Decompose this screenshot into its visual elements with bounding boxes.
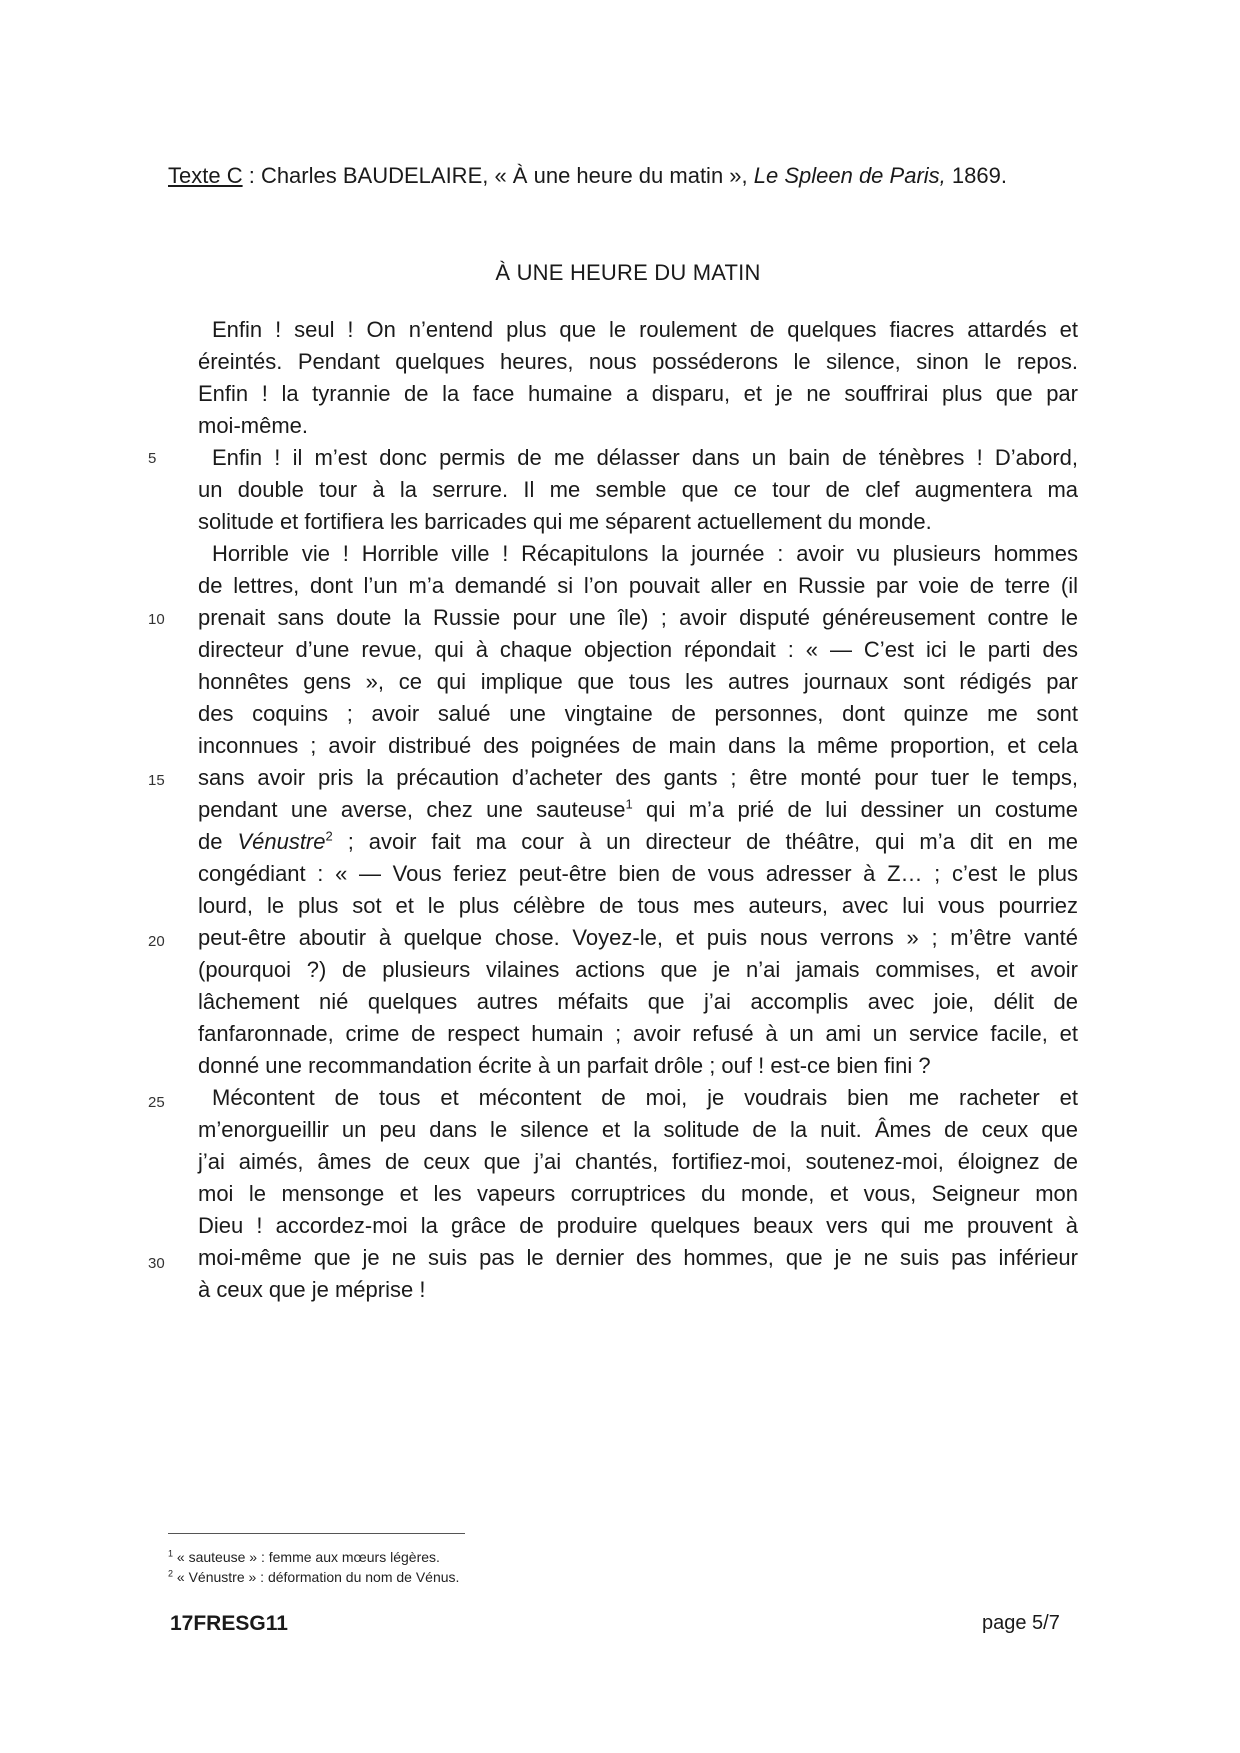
text-line: à ceux que je méprise ! (198, 1277, 426, 1302)
text-line: m’enorgueillir un peu dans le silence et la solitude de la nuit. Âmes de ceux que (198, 1117, 1078, 1142)
footnote-divider (168, 1533, 465, 1534)
text-line: éreintés. Pendant quelques heures, nous posséderons le silence, sinon le repos. (198, 349, 1078, 374)
footnote-text: « Vénustre » : déformation du nom de Vénus. (173, 1569, 460, 1585)
text-line: des coquins ; avoir salué une vingtaine de personnes, dont quinze me sont (198, 701, 1078, 726)
line-number: 25 (148, 1094, 165, 1111)
line-number: 15 (148, 772, 165, 789)
text-line: Mécontent de tous et mécontent de moi, je voudrais bien me racheter et (212, 1085, 1078, 1110)
text-line: (pourquoi ?) de plusieurs vilaines actions que je n’ai jamais commises, et avoir (198, 957, 1078, 982)
text-header (168, 163, 1088, 189)
text-line (198, 794, 1078, 826)
footnote-number: 1 (168, 1548, 174, 1559)
text-line: Enfin ! il m’est donc permis de me délasser dans un bain de ténèbres ! D’abord, (212, 445, 1078, 470)
text-line: Enfin ! la tyrannie de la face humaine a disparu, et je ne souffrirai plus que par (198, 381, 1078, 406)
text-line: un double tour à la serrure. Il me semble que ce tour de clef augmentera ma (198, 477, 1078, 502)
header-year: 1869. (945, 163, 1007, 188)
footnote (168, 1569, 459, 1585)
line-segment: de (198, 829, 238, 854)
text-line: moi-même. (198, 413, 309, 438)
footnote-ref-1: 1 (625, 796, 633, 812)
text-line: Dieu ! accordez-moi la grâce de produire quelques beaux vers qui me prouvent à (198, 1213, 1078, 1238)
text-line: lourd, le plus sot et le plus célèbre de tous mes auteurs, avec lui vous pourriez (198, 893, 1078, 918)
text-line: solitude et fortifiera les barricades qui me séparent actuellement du monde. (198, 509, 932, 534)
exam-code: 17FRESG11 (170, 1612, 288, 1635)
text-line: Horrible vie ! Horrible ville ! Récapitulons la journée : avoir vu plusieurs hommes (212, 541, 1078, 566)
venustre-word: Vénustre (237, 829, 326, 854)
poem-title: À UNE HEURE DU MATIN (495, 260, 761, 285)
footnote-number: 2 (168, 1568, 174, 1579)
text-line: donné une recommandation écrite à un parfait drôle ; ouf ! est-ce bien fini ? (198, 1053, 931, 1078)
text-line: moi-même que je ne suis pas le dernier des hommes, que je ne suis pas inférieur (198, 1245, 1078, 1270)
footnote-text: « sauteuse » : femme aux mœurs légères. (173, 1549, 440, 1565)
footnote (168, 1549, 440, 1565)
header-book-title: Le Spleen de Paris, (753, 163, 946, 188)
text-line: moi le mensonge et les vapeurs corruptrices du monde, et vous, Seigneur mon (198, 1181, 1078, 1206)
line-number: 30 (148, 1255, 165, 1272)
header-separator: : (242, 163, 261, 188)
footnote-ref-2: 2 (325, 828, 333, 844)
text-line: prenait sans doute la Russie pour une île) ; avoir disputé généreusement contre le (198, 605, 1078, 630)
text-line: de lettres, dont l’un m’a demandé si l’on pouvait aller en Russie par voie de terre (il (198, 573, 1078, 598)
text-line: peut-être aboutir à quelque chose. Voyez-le, et puis nous verrons » ; m’être vanté (198, 925, 1078, 950)
text-line: directeur d’une revue, qui à chaque objection répondait : « — C’est ici le parti des (198, 637, 1078, 662)
line-number: 20 (148, 933, 165, 950)
text-line (198, 826, 1078, 858)
text-line: fanfaronnade, crime de respect humain ; avoir refusé à un ami un service facile, et (198, 1021, 1078, 1046)
line-segment: qui m’a prié de lui dessiner un costume (646, 797, 1079, 822)
line-segment: ; avoir fait ma cour à un directeur de théâtre, qui m’a dit en me (332, 829, 1078, 854)
line-number: 5 (148, 450, 157, 467)
text-line: sans avoir pris la précaution d’acheter des gants ; être monté pour tuer le temps, (198, 765, 1078, 790)
page-number: page 5/7 (982, 1612, 1060, 1634)
line-number: 10 (148, 611, 165, 628)
header-author: Charles BAUDELAIRE, « À une heure du matin », (260, 163, 754, 188)
text-line: honnêtes gens », ce qui implique que tous les autres journaux sont rédigés par (198, 669, 1078, 694)
text-line: congédiant : « — Vous feriez peut-être bien de vous adresser à Z… ; c’est le plus (198, 861, 1078, 886)
text-label: Texte C (168, 163, 243, 188)
text-line: j’ai aimés, âmes de ceux que j’ai chantés, fortifiez-moi, soutenez-moi, éloignez de (198, 1149, 1078, 1174)
line-segment: pendant une averse, chez une sauteuse (198, 797, 626, 822)
text-line: inconnues ; avoir distribué des poignées de main dans la même proportion, et cela (198, 733, 1078, 758)
text-line: lâchement nié quelques autres méfaits que j’ai accomplis avec joie, délit de (198, 989, 1078, 1014)
text-line: Enfin ! seul ! On n’entend plus que le roulement de quelques fiacres attardés et (212, 317, 1078, 342)
